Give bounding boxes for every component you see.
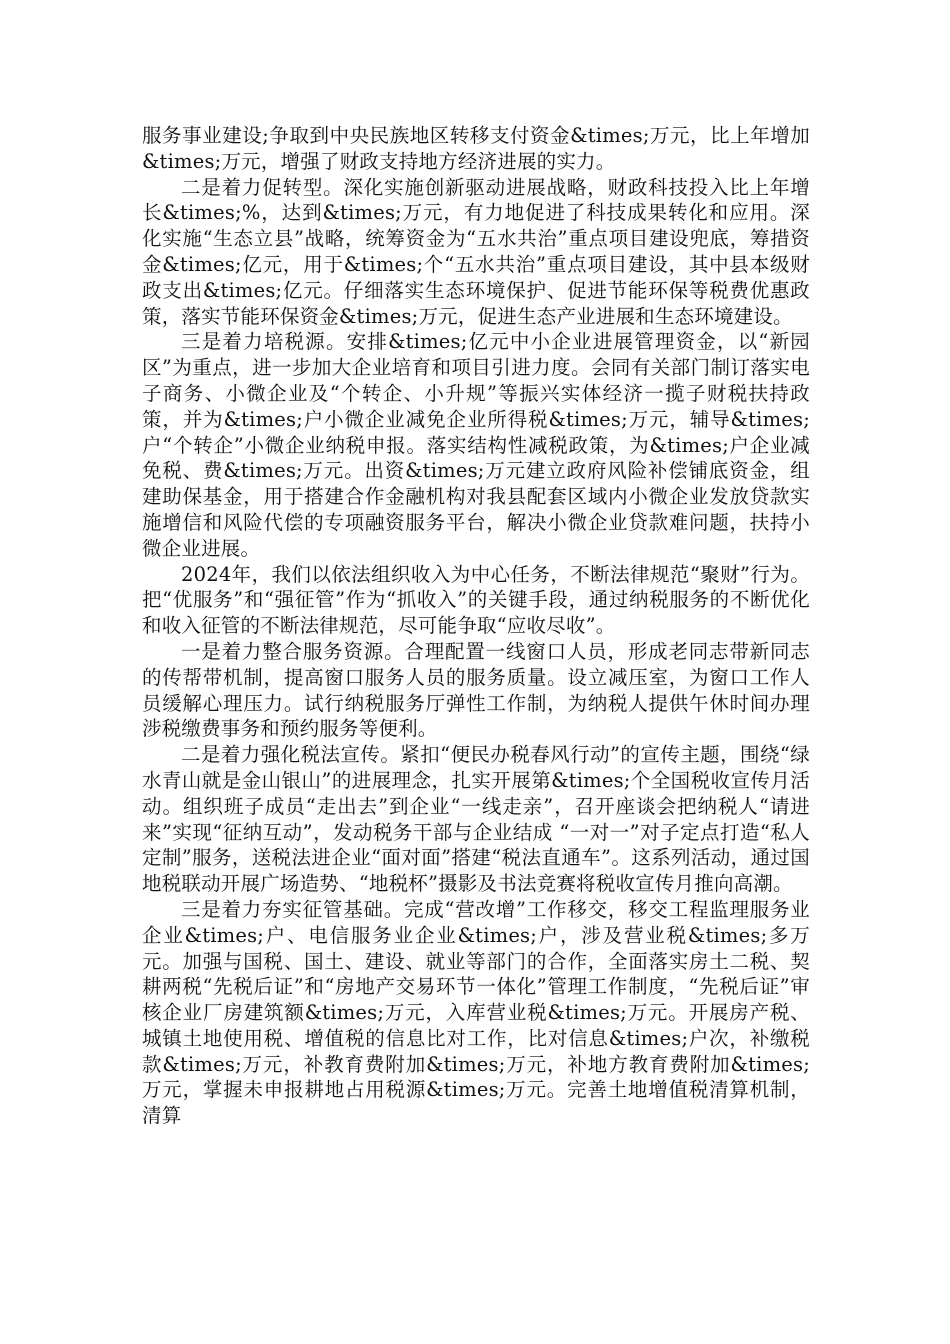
paragraph-collection-foundation: 三是着力夯实征管基础。完成“营改增”工作移交，移交工程监理服务业企业&times;户、电信服务业企业&times;户，涉及营业税&times;多万元。加强与国税、国土、建设、就业等部门的合作，全面落实房土二税、契耕两税“先税后证”和“房地产交易环节一体化”管理工作制度，“先税后证”审核企业厂房建筑额&times;万元，入库营业税&times;万元。开展房产税、城镇土地使用税、增值税的信息比对工作，比对信息&times;户次，补缴税款&times;万元，补教育费附加&times;万元，补地方教育费附加&times;万元，掌握未申报耕地占用税源&times;万元。完善土地增值税清算机制，清算 [142,897,810,1128]
paragraph-tax-law-publicity: 二是着力强化税法宣传。紧扣“便民办税春风行动”的宣传主题，围绕“绿水青山就是金山银山”的进展理念，扎实开展第&times;个全国税收宣传月活动。组织班子成员“走出去”到企业“一线走亲”，召开座谈会把纳税人“请进来”实现“征纳互动”，发动税务干部与企业结成 “一对一”对子定点打造“私人定制”服务，送税法进企业“面对面”搭建“税法直通车”。这系列活动，通过国地税联动开展广场造势、“地税杯”摄影及书法竞赛将税收宣传月推向高潮。 [142,743,810,896]
paragraph-2024-revenue: 2024年，我们以依法组织收入为中心任务，不断法律规范“聚财”行为。把“优服务”和“强征管”作为“抓收入”的关键手段，通过纳税服务的不断优化和收入征管的不断法律规范，尽可能争取“应收尽收”。 [142,562,810,638]
paragraph-continuation: 服务事业建设;争取到中央民族地区转移支付资金&times;万元，比上年增加&times;万元，增强了财政支持地方经济进展的实力。 [142,124,810,173]
document-page [142,123,810,1129]
paragraph-service-resources: 一是着力整合服务资源。合理配置一线窗口人员，形成老同志带新同志的传帮带机制，提高窗口服务人员的服务质量。设立减压室，为窗口工作人员缓解心理压力。试行纳税服务厅弹性工作制，为纳税人提供午休时间办理涉税缴费事务和预约服务等便利。 [142,639,810,741]
paragraph-cultivate-tax-sources: 三是着力培税源。安排&times;亿元中小企业进展管理资金，以“新园区”为重点，进一步加大企业培育和项目引进力度。会同有关部门制订落实电子商务、小微企业及“个转企、小升规”等振兴实体经济一揽子财税扶持政策，并为&times;户小微企业减免企业所得税&times;万元，辅导&times;户“个转企”小微企业纳税申报。落实结构性减税政策，为&times;户企业减免税、费&times;万元。出资&times;万元建立政府风险补偿铺底资金，组建助保基金，用于搭建合作金融机构对我县配套区域内小微企业发放贷款实施增信和风险代偿的专项融资服务平台，解决小微企业贷款难问题，扶持小微企业进展。 [142,330,810,560]
paragraph-promote-transformation: 二是着力促转型。深化实施创新驱动进展战略，财政科技投入比上年增长&times;%，达到&times;万元，有力地促进了科技成果转化和应用。深化实施“生态立县”战略，统筹资金为“五水共治”重点项目建设兜底，筹措资金&times;亿元，用于&times;个“五水共治”重点项目建设，其中县本级财政支出&times;亿元。仔细落实生态环境保护、促进节能环保等税费优惠政策，落实节能环保资金&times;万元，促进生态产业进展和生态环境建设。 [142,175,810,328]
